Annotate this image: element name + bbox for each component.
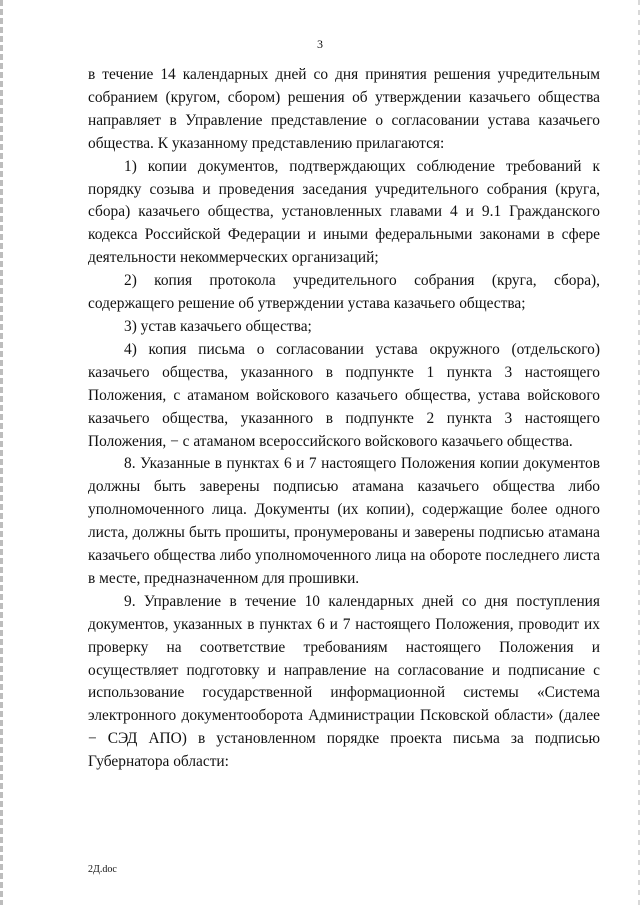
document-body [88, 64, 600, 774]
paragraph-item-2: 2) копия протокола учредительного собрания (круга, сбора), содержащего решение об утверждении устава казачьего общества; [88, 272, 600, 313]
paragraph-item-3: 3) устав казачьего общества; [124, 317, 312, 335]
paragraph-item-1: 1) копии документов, подтверждающих соблюдение требований к порядку созыва и проведения заседания учредительного собрания (круга, сбора) казачьего общества, установленных главами 4 и 9.1 Гражданского кодекса Российской Федерации и иными федеральными законами в сфере деятельности некоммерческих организаций; [88, 157, 600, 267]
page-number: 3 [317, 37, 323, 51]
paragraph-clause-8: 8. Указанные в пунктах 6 и 7 настоящего Положения копии документов должны быть заверены подписью атамана казачьего общества либо уполномоченного лица. Документы (их копии), содержащие более одного листа, должны быть прошиты, пронумерованы и заверены подписью атамана казачьего общества либо уполномоченного лица на обороте последнего листа в месте, предназначенном для прошивки. [88, 455, 600, 587]
scan-edge-left [0, 0, 3, 905]
paragraph-clause-9: 9. Управление в течение 10 календарных дней со дня поступления документов, указанных в пунктах 6 и 7 настоящего Положения, проводит их проверку на соответствие требованиям настоящего Положения и осуществляет подготовку и направление на согласование и подписание с использование государственной информационной системы «Система электронного документооборота Администрации Псковской области» (далее − СЭД АПО) в установленном порядке проекта письма за подписью Губернатора области: [88, 592, 600, 771]
footer-filename: 2Д.doc [88, 864, 117, 875]
paragraph-intro: в течение 14 календарных дней со дня принятия решения учредительным собранием (кругом, сбором) решения об утверждении казачьего общества направляет в Управление представление о согласовании устава казачьего общества. К указанному представлению прилагаются: [88, 66, 600, 152]
paragraph-item-4: 4) копия письма о согласовании устава окружного (отдельского) казачьего общества, указанного в подпункте 1 пункта 3 настоящего Положения, с атаманом войскового казачьего общества, устава войскового казачьего общества, указанного в подпункте 2 пункта 3 настоящего Положения, − с атаманом всероссийского войскового казачьего общества. [88, 340, 600, 450]
